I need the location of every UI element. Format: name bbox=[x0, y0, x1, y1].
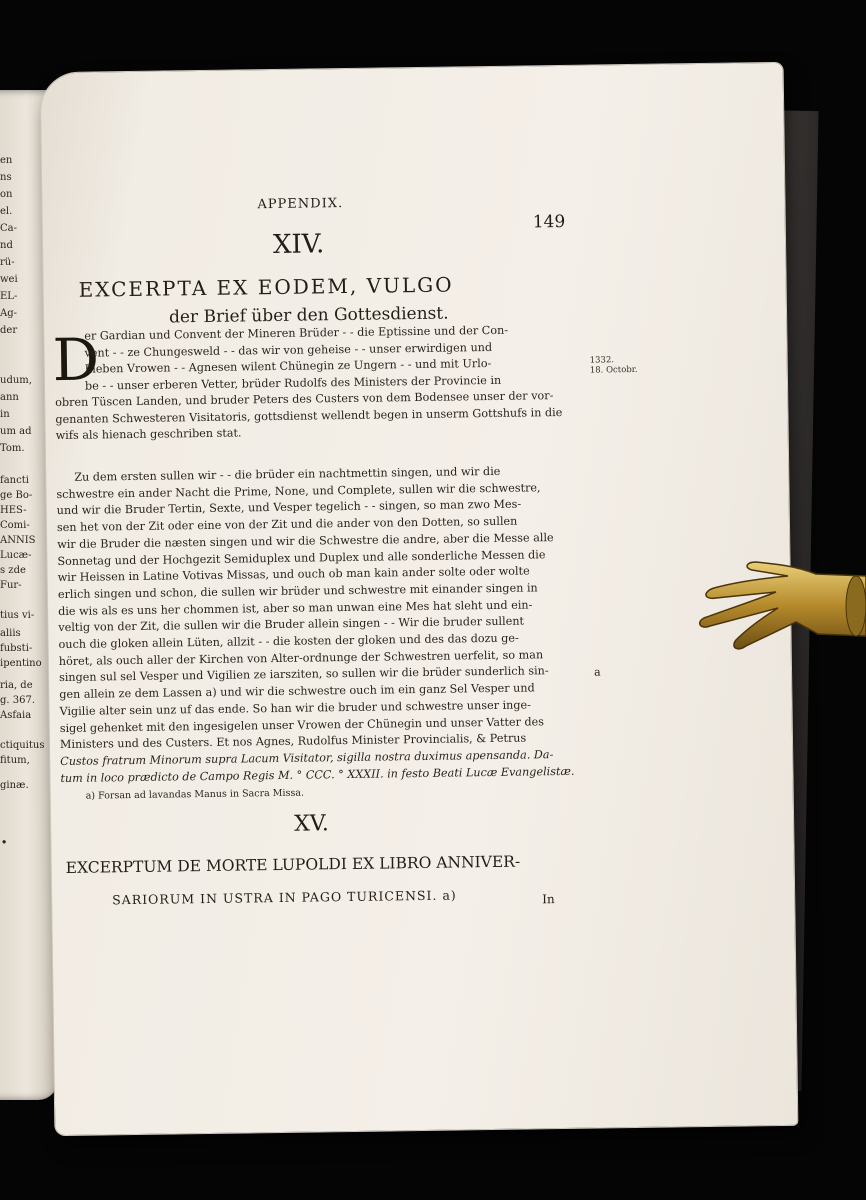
left-page-fragment: um ad bbox=[0, 426, 32, 437]
drop-cap: D bbox=[52, 325, 100, 395]
section-title: EXCERPTA EX EODEM, VULGO bbox=[78, 272, 454, 302]
paragraph-2-line: erlich singen und schon, die sullen wir brüder und schwestre mit einander singen in bbox=[57, 581, 538, 601]
section-2-title: EXCERPTUM DE MORTE LUPOLDI EX LIBRO ANNIVER- bbox=[65, 852, 521, 877]
paragraph-1-line: vent - - ze Chungesweld - - das wir von geheise - - unser erwirdigen und bbox=[84, 340, 493, 360]
left-page-fragment: HES- bbox=[0, 505, 27, 516]
paragraph-2-line: schwestre ein ander Nacht die Prime, None, und Complete, sullen wir die schwestre, bbox=[56, 480, 541, 501]
left-page-fragment: fitum, bbox=[0, 755, 30, 766]
left-page-fragment: on bbox=[0, 189, 13, 200]
paragraph-2-line: ouch die gloken allein Lüten, allzit - - die kosten der gloken und des das dozu ge- bbox=[58, 631, 519, 652]
paragraph-1-line: Lieben Vrowen - - Agnesen wilent Chünegin ze Ungern - - und mit Urlo- bbox=[84, 356, 492, 376]
margin-note-year: 1332. bbox=[589, 355, 615, 366]
paragraph-2-line: sigel gehenket mit den ingesigelen unser Vrowen der Chünegin und unser Vatter des bbox=[59, 714, 545, 735]
footnote: a) Forsan ad lavandas Manus in Sacra Missa. bbox=[85, 787, 305, 802]
left-page-fragment: ann bbox=[0, 392, 19, 403]
left-page-fragment: g. 367. bbox=[0, 695, 36, 706]
page-number: 149 bbox=[532, 211, 566, 233]
paragraph-2-line: wir die Bruder die næsten singen und wir die Schwestre die andre, aber die Messe alle bbox=[57, 530, 554, 551]
paragraph-2-line: sen het von der Zit oder eine von der Zit und die ander von den Dotten, so sullen bbox=[56, 514, 518, 535]
running-header: APPENDIX. bbox=[257, 196, 344, 213]
catchword: In bbox=[542, 892, 555, 907]
section-number: XIV. bbox=[272, 229, 325, 261]
paragraph-2-line: Sonnetag und der Hochgezit Semiduplex und Duplex und alle sonderliche Messen die bbox=[57, 547, 546, 568]
paragraph-2-line: wir Heissen in Latine Votivas Missas, und ouch ob man kain ander solte oder wolte bbox=[57, 564, 530, 585]
paragraph-2-line: höret, als ouch aller der Kirchen von Alter-ordnunge der Schwestren uerfelit, so man bbox=[58, 647, 544, 668]
left-page-fragment: wei bbox=[0, 274, 18, 285]
right-page bbox=[41, 63, 798, 1135]
left-page-fragment: Asfaia bbox=[0, 710, 32, 721]
left-page-fragment: nd bbox=[0, 240, 13, 251]
left-page-fragment: in bbox=[0, 409, 10, 420]
section-2-number: XV. bbox=[293, 811, 330, 837]
left-page-fragment: udum, bbox=[0, 375, 32, 386]
left-page-fragment: el. bbox=[0, 206, 13, 217]
paragraph-2-line: die wis als es uns her chommen ist, aber so man unwan eine Mes hat sleht und ein- bbox=[58, 598, 533, 618]
left-page-fragment: ginæ. bbox=[0, 780, 29, 791]
left-page-fragment: aliis bbox=[0, 628, 21, 639]
paragraph-2-line: Custos fratrum Minorum supra Lacum Visitator, sigilla nostra duximus apensanda. Da- bbox=[60, 748, 554, 768]
paragraph-1-line: wifs als hienach geschriben stat. bbox=[55, 426, 242, 443]
left-page-fragment: EL- bbox=[0, 291, 18, 302]
left-page-fragment: Fur- bbox=[0, 580, 22, 591]
left-page-fragment: tius vi- bbox=[0, 610, 35, 621]
paragraph-2-line: Ministers und des Custers. Et nos Agnes, Rudolfus Minister Provincialis, & Petrus bbox=[59, 731, 527, 752]
left-page-fragment: Ag- bbox=[0, 308, 18, 319]
brass-hand-page-holder bbox=[696, 556, 866, 666]
left-page-fragment: ipentino bbox=[0, 658, 42, 669]
paragraph-1-line: genanten Schwesteren Visitatoris, gottsdienst wellendt begen in unserm Gottshufs in die bbox=[55, 405, 563, 426]
left-page-fragment: ns bbox=[0, 172, 12, 183]
paragraph-2-line: und wir die Bruder Tertin, Sexte, und Vesper tegelich - - singen, so man zwo Mes- bbox=[56, 497, 522, 518]
left-page-fragment: rü- bbox=[0, 257, 15, 268]
left-page-fragment: Ca- bbox=[0, 223, 17, 234]
left-page-fragment: fancti bbox=[0, 475, 29, 486]
paragraph-2-line: gen allein ze dem Lassen a) und wir die schwestre ouch im ein ganz Sel Vesper und bbox=[59, 681, 535, 702]
left-page-fragment: Lucæ- bbox=[0, 550, 32, 561]
section-2-subtitle: SARIORUM IN USTRA IN PAGO TURICENSI. a) bbox=[112, 887, 457, 908]
paragraph-2-line: veltig von der Zit, die sullen wir die Bruder allein singen - - Wir die bruder sullent bbox=[58, 614, 525, 635]
section-subtitle: der Brief über den Gottesdienst. bbox=[168, 303, 449, 328]
paragraph-2-line: singen sul sel Vesper und Vigilien ze iarsziten, so sullen wir die brüder sunderlich sin- bbox=[58, 664, 549, 685]
left-page-fragment: ctiquitus bbox=[0, 740, 45, 751]
left-page-fragment: ria, de bbox=[0, 680, 33, 691]
paragraph-2-line: Zu dem ersten sullen wir - - die brüder ein nachtmettin singen, und wir die bbox=[74, 464, 501, 484]
left-page-fragment: s zde bbox=[0, 565, 26, 576]
left-page-fragment: en bbox=[0, 155, 13, 166]
marginal-letter: a bbox=[593, 665, 601, 679]
paragraph-1-line: er Gardian und Convent der Mineren Brüder - - die Eptissine und der Con- bbox=[84, 323, 509, 343]
left-page-fragment: ge Bo- bbox=[0, 490, 33, 501]
left-page-fragment: Comi- bbox=[0, 520, 30, 531]
paragraph-1-line: be - - unser erberen Vetter, brüder Rudolfs des Ministers der Provincie in bbox=[84, 373, 502, 393]
left-page-fragment: ANNIS bbox=[0, 535, 36, 546]
left-page-fragment: Tom. bbox=[0, 443, 25, 454]
paragraph-1-line: obren Tüscen Landen, und bruder Peters des Custers von dem Bodensee unser der vor- bbox=[55, 389, 554, 410]
paragraph-2-line: Vigilie alter sein unz uf das ende. So han wir die bruder und schwestre unser inge- bbox=[59, 698, 531, 718]
left-page-fragment: der bbox=[0, 325, 18, 336]
margin-note-date: 18. Octobr. bbox=[589, 364, 638, 376]
left-page-fragment: . bbox=[0, 820, 9, 850]
left-page-fragment: fubsti- bbox=[0, 643, 33, 654]
paragraph-2-line: tum in loco prædicto de Campo Regis M. ° CCC. ° XXXII. in festo Beati Lucæ Evangelistæ. bbox=[60, 764, 575, 785]
